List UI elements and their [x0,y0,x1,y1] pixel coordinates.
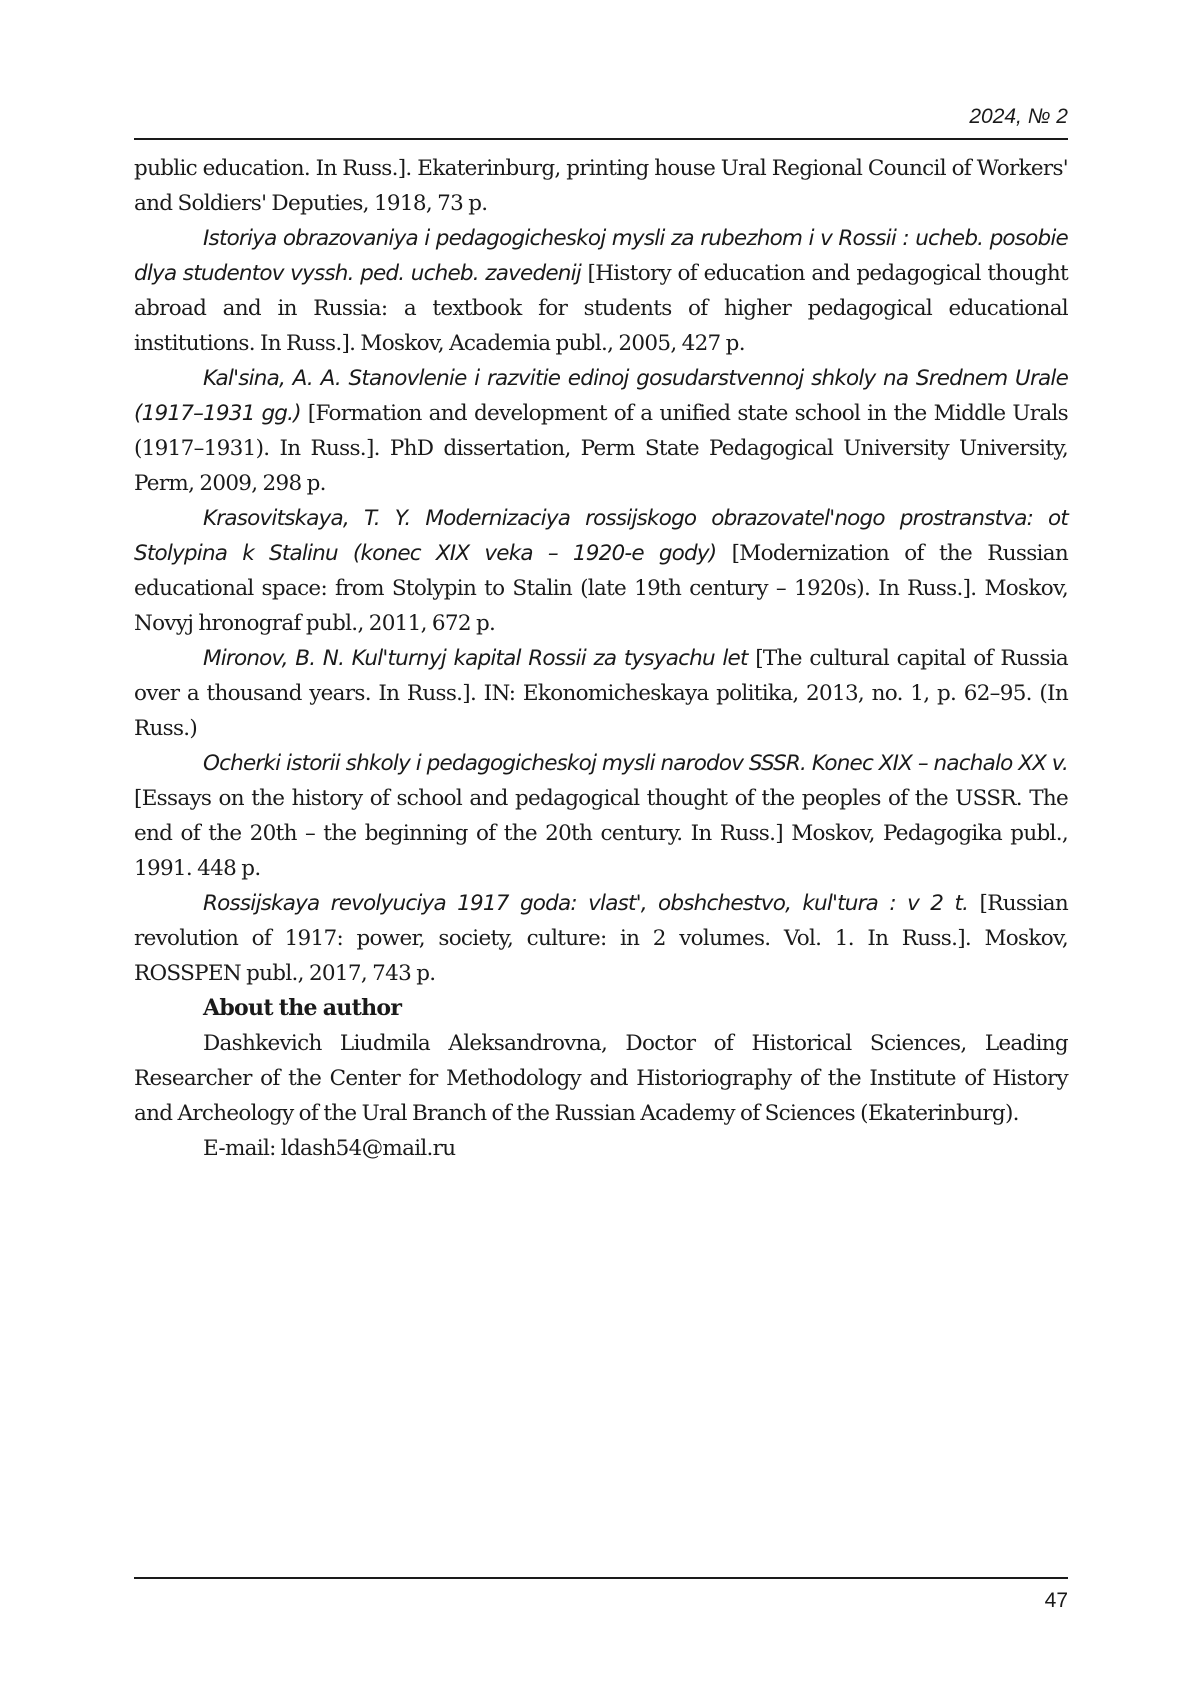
issue-number: 2024, № 2 [969,105,1068,128]
reference-details: [Formation and development of a unified state school in the Middle Urals (1917–1931). In Russ.]. PhD dissertation, Perm State Pedagogical University University, Perm, 2009, 298 p. [134,401,1069,496]
reference-title: Ocherki istorii shkoly i pedagogicheskoj mysli narodov SSSR. Konec XIX – nachalo XX v. [203,751,1068,776]
author-bio: Dashkevich Liudmila Aleksandrovna, Doctor of Historical Sciences, Leading Researcher of the Center for Methodology and Historiography of the Institute of History and Archeology of the Ural Branch of the Russian Academy of Sciences (Ekaterinburg). [134,1031,1068,1126]
reference-item [134,501,1068,641]
reference-item [134,221,1068,361]
reference-details: [Essays on the history of school and pedagogical thought of the peoples of the USSR. The end of the 20th – the beginning of the 20th century. In Russ.] Moskov, Pedagogika publ., 1991. 448 p. [134,786,1068,881]
reference-item [134,641,1068,746]
reference-details: [The cultural capital of Russia over a thousand years. In Russ.]. IN: Ekonomicheskaya politika, 2013, no. 1, p. 62–95. (In Russ.) [134,646,1068,741]
reference-title: Kal'sina, A. A. Stanovlenie i razvitie edinoj gosudarstvennoj shkoly na Srednem Urale (1917–1931 gg.) [134,366,1068,426]
page-number: 47 [1044,1589,1068,1612]
reference-title: Mironov, B. N. Kul'turnyj kapital Rossii za tysyachu let [203,646,748,671]
reference-details: [Modernization of the Russian educational space: from Stolypin to Stalin (late 19th century – 1920s). In Russ.]. Moskov, Novyj hronograf publ., 2011, 672 p. [134,541,1068,636]
about-author-heading: About the author [203,995,402,1021]
reference-item [134,886,1068,991]
reference-item [134,746,1068,886]
reference-title: Krasovitskaya, T. Y. Modernizaciya rossijskogo obrazovatel'nogo prostranstva: ot Stolypina k Stalinu (konec XIX veka – 1920-e gody) [134,506,1068,566]
reference-details: [History of education and pedagogical thought abroad and in Russia: a textbook for students of higher pedagogical educational institutions. In Russ.]. Moskov, Academia publ., 2005, 427 p. [134,261,1068,356]
reference-continuation: public education. In Russ.]. Ekaterinburg, printing house Ural Regional Council of Workers' and Soldiers' Deputies, 1918, 73 p. [134,156,1068,216]
reference-title: Rossijskaya revolyuciya 1917 goda: vlast', obshchestvo, kul'tura : v 2 t. [203,891,969,916]
reference-title: Istoriya obrazovaniya i pedagogicheskoj mysli za rubezhom i v Rossii : ucheb. posobie dlya studentov vyssh. ped. ucheb. zavedenij [134,226,1068,286]
author-email: E-mail: ldash54@mail.ru [203,1136,456,1161]
header-divider [134,138,1068,140]
reference-item [134,361,1068,501]
footer-divider [134,1577,1068,1579]
document-body [134,151,1068,1166]
reference-details: [Russian revolution of 1917: power, society, culture: in 2 volumes. Vol. 1. In Russ.]. Moskov, ROSSPEN publ., 2017, 743 p. [134,891,1068,986]
